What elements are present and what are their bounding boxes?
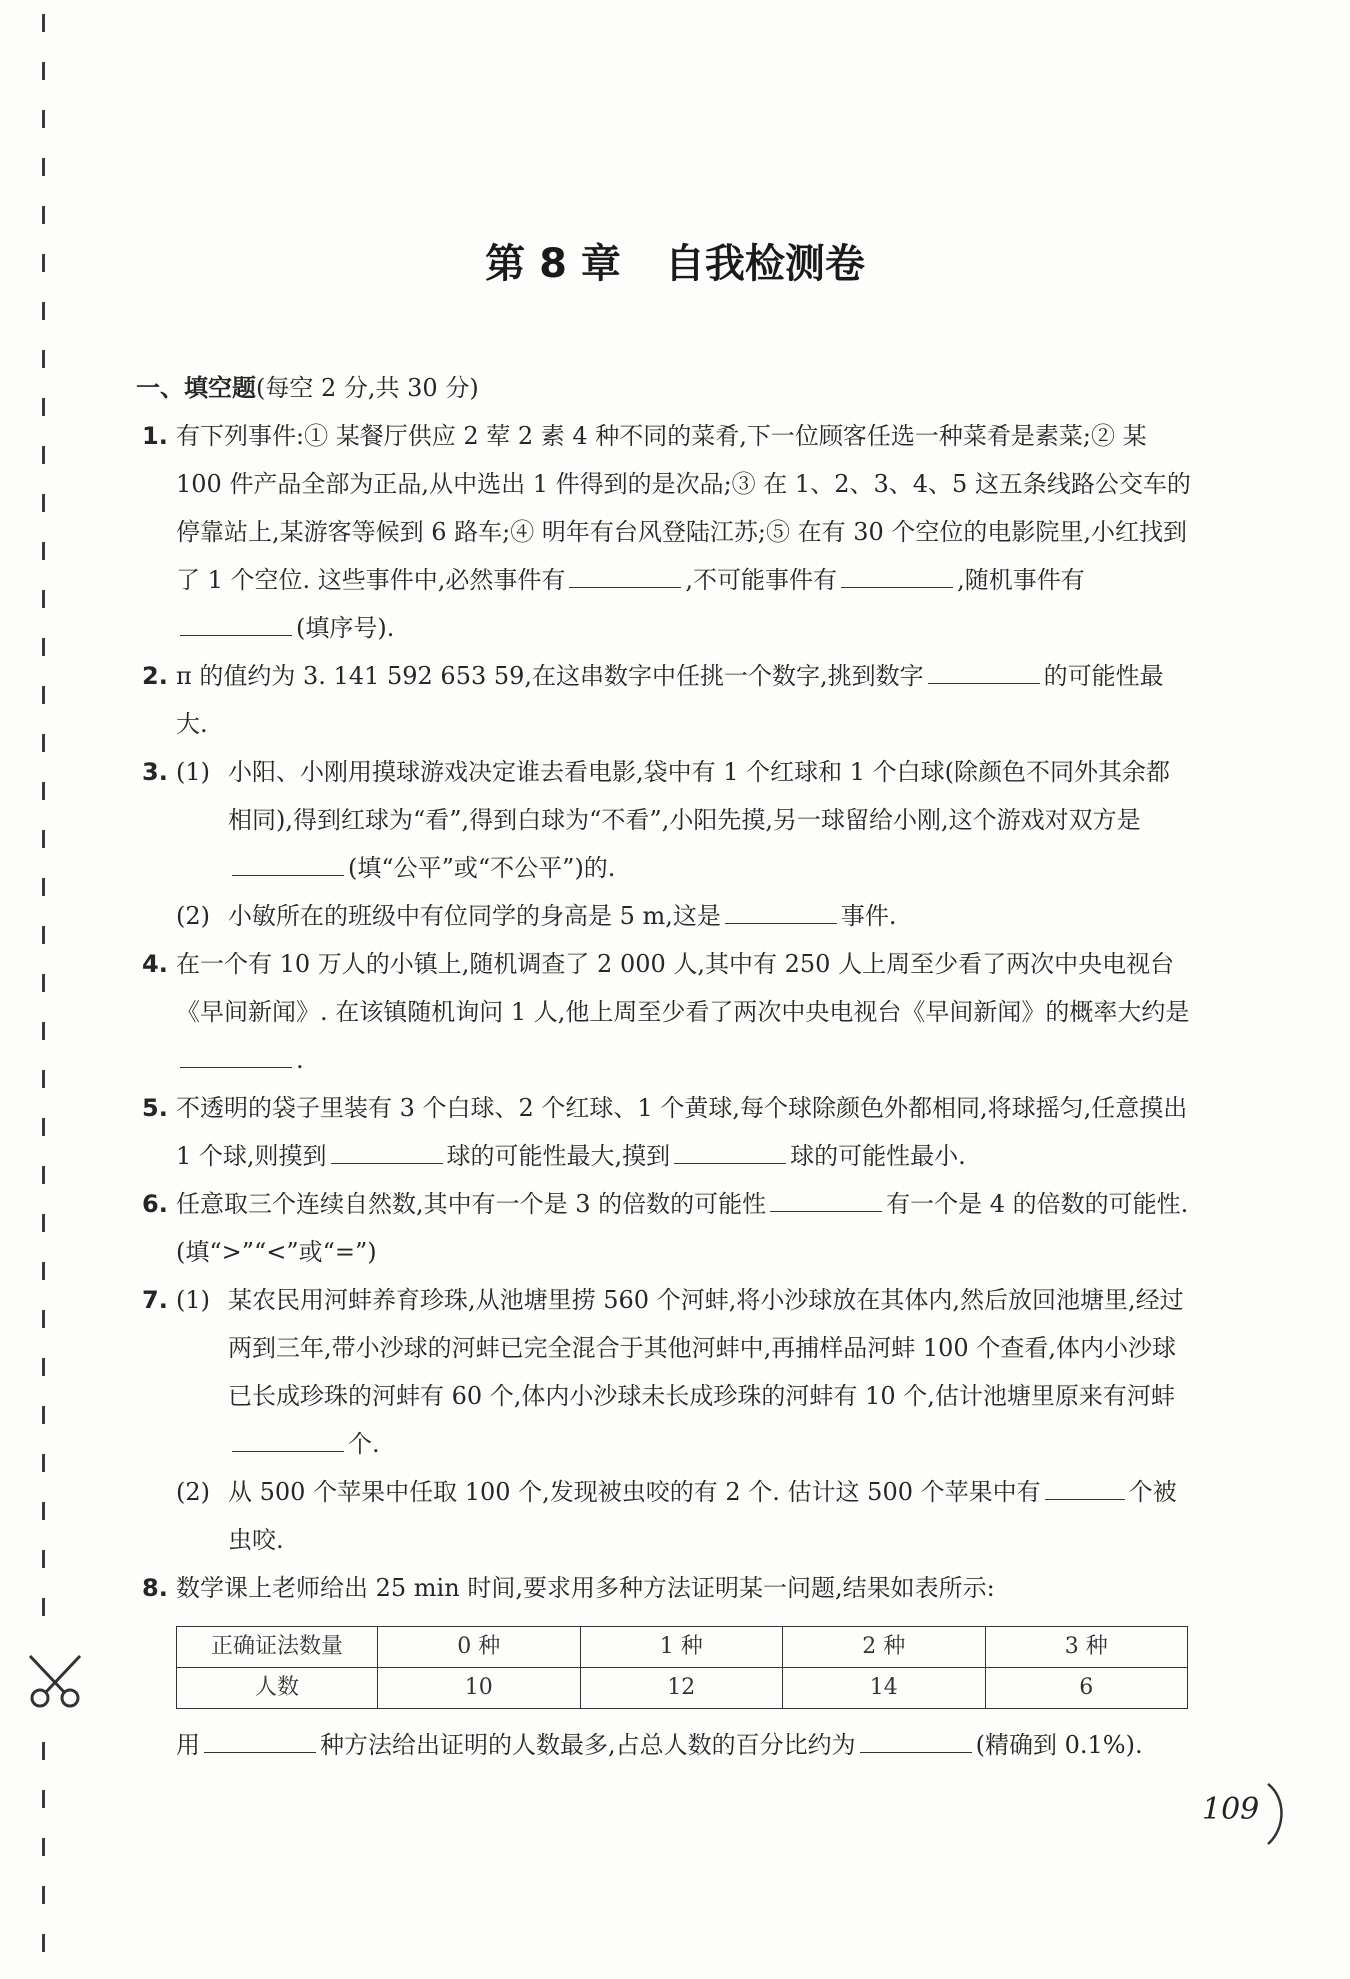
table-row bbox=[177, 1668, 1188, 1709]
question-8-answer bbox=[142, 1721, 1192, 1769]
sub-question bbox=[176, 748, 1192, 892]
question-text: 事件. bbox=[840, 902, 897, 930]
cut-line-dash bbox=[42, 830, 45, 848]
cut-line-dash bbox=[42, 1838, 45, 1856]
question-text: 小敏所在的班级中有位同学的身高是 5 m,这是 bbox=[228, 902, 721, 930]
table-cell: 2 种 bbox=[783, 1627, 986, 1668]
question-text: ,随机事件有 bbox=[957, 566, 1085, 594]
answer-blank[interactable] bbox=[841, 565, 953, 588]
cut-line-dash bbox=[42, 686, 45, 704]
sub-question-number: (2) bbox=[176, 1478, 210, 1506]
cut-line-dash bbox=[42, 542, 45, 560]
answer-blank[interactable] bbox=[674, 1141, 786, 1164]
cut-line-dash bbox=[42, 1358, 45, 1376]
question-6 bbox=[142, 1180, 1192, 1276]
cut-line-dash bbox=[42, 1550, 45, 1568]
table-cell: 0 种 bbox=[378, 1627, 581, 1668]
question-text: 球的可能性最大,摸到 bbox=[446, 1142, 671, 1170]
cut-line-dash bbox=[42, 638, 45, 656]
answer-blank[interactable] bbox=[204, 1730, 316, 1753]
cut-line-dash bbox=[42, 1886, 45, 1904]
cut-line-dash bbox=[42, 350, 45, 368]
cut-line-dash bbox=[42, 974, 45, 992]
cut-line-dash bbox=[42, 1742, 45, 1760]
sub-question bbox=[176, 1468, 1192, 1564]
question-number: 2. bbox=[142, 662, 168, 690]
cut-line-dash bbox=[42, 62, 45, 80]
sub-question-number: (1) bbox=[176, 1286, 210, 1314]
answer-blank[interactable] bbox=[569, 565, 681, 588]
cut-line-dash bbox=[42, 398, 45, 416]
cut-line-dash bbox=[42, 1790, 45, 1808]
results-table bbox=[176, 1626, 1188, 1709]
question-text: 个被虫咬. bbox=[228, 1478, 1177, 1554]
sub-question bbox=[176, 1276, 1192, 1468]
question-text: 任意取三个连续自然数,其中有一个是 3 的倍数的可能性 bbox=[176, 1190, 767, 1218]
question-text: (精确到 0.1%). bbox=[975, 1731, 1143, 1759]
cut-line-dash bbox=[42, 1502, 45, 1520]
cut-line-dash bbox=[42, 926, 45, 944]
chapter-number: 第 8 章 bbox=[485, 241, 621, 287]
question-number: 8. bbox=[142, 1574, 168, 1602]
table-cell: 10 bbox=[378, 1668, 581, 1709]
answer-blank[interactable] bbox=[1045, 1477, 1125, 1500]
answer-blank[interactable] bbox=[725, 901, 837, 924]
cut-line-dash bbox=[42, 1166, 45, 1184]
question-number: 5. bbox=[142, 1094, 168, 1122]
table-cell: 12 bbox=[580, 1668, 783, 1709]
cut-line-dash bbox=[42, 1310, 45, 1328]
question-7 bbox=[142, 1276, 1192, 1564]
question-number: 3. bbox=[142, 758, 168, 786]
question-text: (填“公平”或“不公平”)的. bbox=[348, 854, 616, 882]
cut-line-dash bbox=[42, 446, 45, 464]
cut-line-dash bbox=[42, 302, 45, 320]
question-1 bbox=[142, 412, 1192, 652]
question-number: 4. bbox=[142, 950, 168, 978]
answer-blank[interactable] bbox=[928, 661, 1040, 684]
answer-blank[interactable] bbox=[180, 613, 292, 636]
cut-line-dash bbox=[42, 1406, 45, 1424]
answer-blank[interactable] bbox=[232, 853, 344, 876]
question-8 bbox=[142, 1564, 1192, 1612]
question-3 bbox=[142, 748, 1192, 940]
question-number: 6. bbox=[142, 1190, 168, 1218]
question-text: 个. bbox=[348, 1430, 380, 1458]
question-4 bbox=[142, 940, 1192, 1084]
cut-line-dash bbox=[42, 782, 45, 800]
question-text: 某农民用河蚌养育珍珠,从池塘里捞 560 个河蚌,将小沙球放在其体内,然后放回池塘里,经过两到三年,带小沙球的河蚌已完全混合于其他河蚌中,再捕样品河蚌 100 个查看,体内小沙球已长成珍珠的河蚌有 60 个,体内小沙球未长成珍珠的河蚌有 10 个,估计池塘里原来有河蚌 bbox=[228, 1286, 1184, 1410]
question-text: 种方法给出证明的人数最多,占总人数的百分比约为 bbox=[320, 1731, 856, 1759]
question-text: 的可能性最大. bbox=[176, 662, 1164, 738]
table-row-header: 正确证法数量 bbox=[177, 1627, 378, 1668]
answer-blank[interactable] bbox=[860, 1730, 972, 1753]
cut-line-dash bbox=[42, 1262, 45, 1280]
cut-line-dash bbox=[42, 158, 45, 176]
table-row-header: 人数 bbox=[177, 1668, 378, 1709]
question-text: 从 500 个苹果中任取 100 个,发现被虫咬的有 2 个. 估计这 500 个苹果中有 bbox=[228, 1478, 1041, 1506]
section-label: 一、填空题 bbox=[136, 374, 256, 402]
cut-line-dash bbox=[42, 1598, 45, 1616]
question-2 bbox=[142, 652, 1192, 748]
question-number: 7. bbox=[142, 1286, 168, 1314]
sub-question-number: (1) bbox=[176, 758, 210, 786]
question-text: (填序号). bbox=[296, 614, 395, 642]
question-text: 有下列事件:① 某餐厅供应 2 荤 2 素 4 种不同的菜肴,下一位顾客任选一种菜肴是素菜;② 某 100 件产品全部为正品,从中选出 1 件得到的是次品;③ 在 1、2、3、4、5 这五条线路公交车的停靠站上,某游客等候到 6 路车;④ 明年有台风登陆江苏;⑤ 在有 30 个空位的电影院里,小红找到了 1 个空位. 这些事件中,必然事件有 bbox=[176, 422, 1191, 594]
page-number-text: 109 bbox=[1202, 1792, 1260, 1827]
section-heading bbox=[136, 364, 1192, 412]
cut-line-dash bbox=[42, 1934, 45, 1952]
cut-line-dash bbox=[42, 1022, 45, 1040]
table-cell: 1 种 bbox=[580, 1627, 783, 1668]
question-text: 数学课上老师给出 25 min 时间,要求用多种方法证明某一问题,结果如表所示: bbox=[176, 1574, 995, 1602]
page-number bbox=[1190, 1780, 1290, 1850]
cut-line-dash bbox=[42, 590, 45, 608]
cut-line-dash bbox=[42, 878, 45, 896]
page-title bbox=[0, 232, 1350, 289]
table-cell: 3 种 bbox=[985, 1627, 1188, 1668]
scissors-icon bbox=[24, 1652, 86, 1710]
answer-blank[interactable] bbox=[232, 1429, 344, 1452]
cut-line-dash bbox=[42, 734, 45, 752]
question-5 bbox=[142, 1084, 1192, 1180]
table-row bbox=[177, 1627, 1188, 1668]
cut-line-dash bbox=[42, 110, 45, 128]
cut-line-dash bbox=[42, 1454, 45, 1472]
question-text: π 的值约为 3. 141 592 653 59,在这串数字中任挑一个数字,挑到数字 bbox=[176, 662, 924, 690]
question-text: . bbox=[296, 1046, 304, 1074]
question-text: 在一个有 10 万人的小镇上,随机调查了 2 000 人,其中有 250 人上周至少看了两次中央电视台《早间新闻》. 在该镇随机询问 1 人,他上周至少看了两次中央电视台《早间新闻》的概率大约是 bbox=[176, 950, 1190, 1026]
cut-line-dash bbox=[42, 1214, 45, 1232]
worksheet-content bbox=[136, 364, 1192, 1769]
answer-blank[interactable] bbox=[180, 1045, 292, 1068]
question-text: 用 bbox=[176, 1731, 200, 1759]
sub-question bbox=[176, 892, 1192, 940]
question-text: 有一个是 4 的倍数的可能性.(填“>”“<”或“=”) bbox=[176, 1190, 1189, 1266]
answer-blank[interactable] bbox=[331, 1141, 443, 1164]
sub-question-number: (2) bbox=[176, 902, 210, 930]
question-text: 球的可能性最小. bbox=[790, 1142, 966, 1170]
cut-line-dash bbox=[42, 14, 45, 32]
cut-line-dash bbox=[42, 206, 45, 224]
question-text: ,不可能事件有 bbox=[685, 566, 838, 594]
table-cell: 14 bbox=[783, 1668, 986, 1709]
cut-line-dash bbox=[42, 1070, 45, 1088]
chapter-name: 自我检测卷 bbox=[664, 241, 865, 287]
table-cell: 6 bbox=[985, 1668, 1188, 1709]
question-text: 不透明的袋子里装有 3 个白球、2 个红球、1 个黄球,每个球除颜色外都相同,将球摇匀,任意摸出 1 个球,则摸到 bbox=[176, 1094, 1188, 1170]
section-note: (每空 2 分,共 30 分) bbox=[256, 374, 479, 402]
cut-line-dash bbox=[42, 1118, 45, 1136]
answer-blank[interactable] bbox=[770, 1189, 882, 1212]
cut-line-dash bbox=[42, 494, 45, 512]
question-text: 小阳、小刚用摸球游戏决定谁去看电影,袋中有 1 个红球和 1 个白球(除颜色不同外其余都相同),得到红球为“看”,得到白球为“不看”,小阳先摸,另一球留给小刚,这个游戏对双方是 bbox=[228, 758, 1171, 834]
question-number: 1. bbox=[142, 422, 168, 450]
